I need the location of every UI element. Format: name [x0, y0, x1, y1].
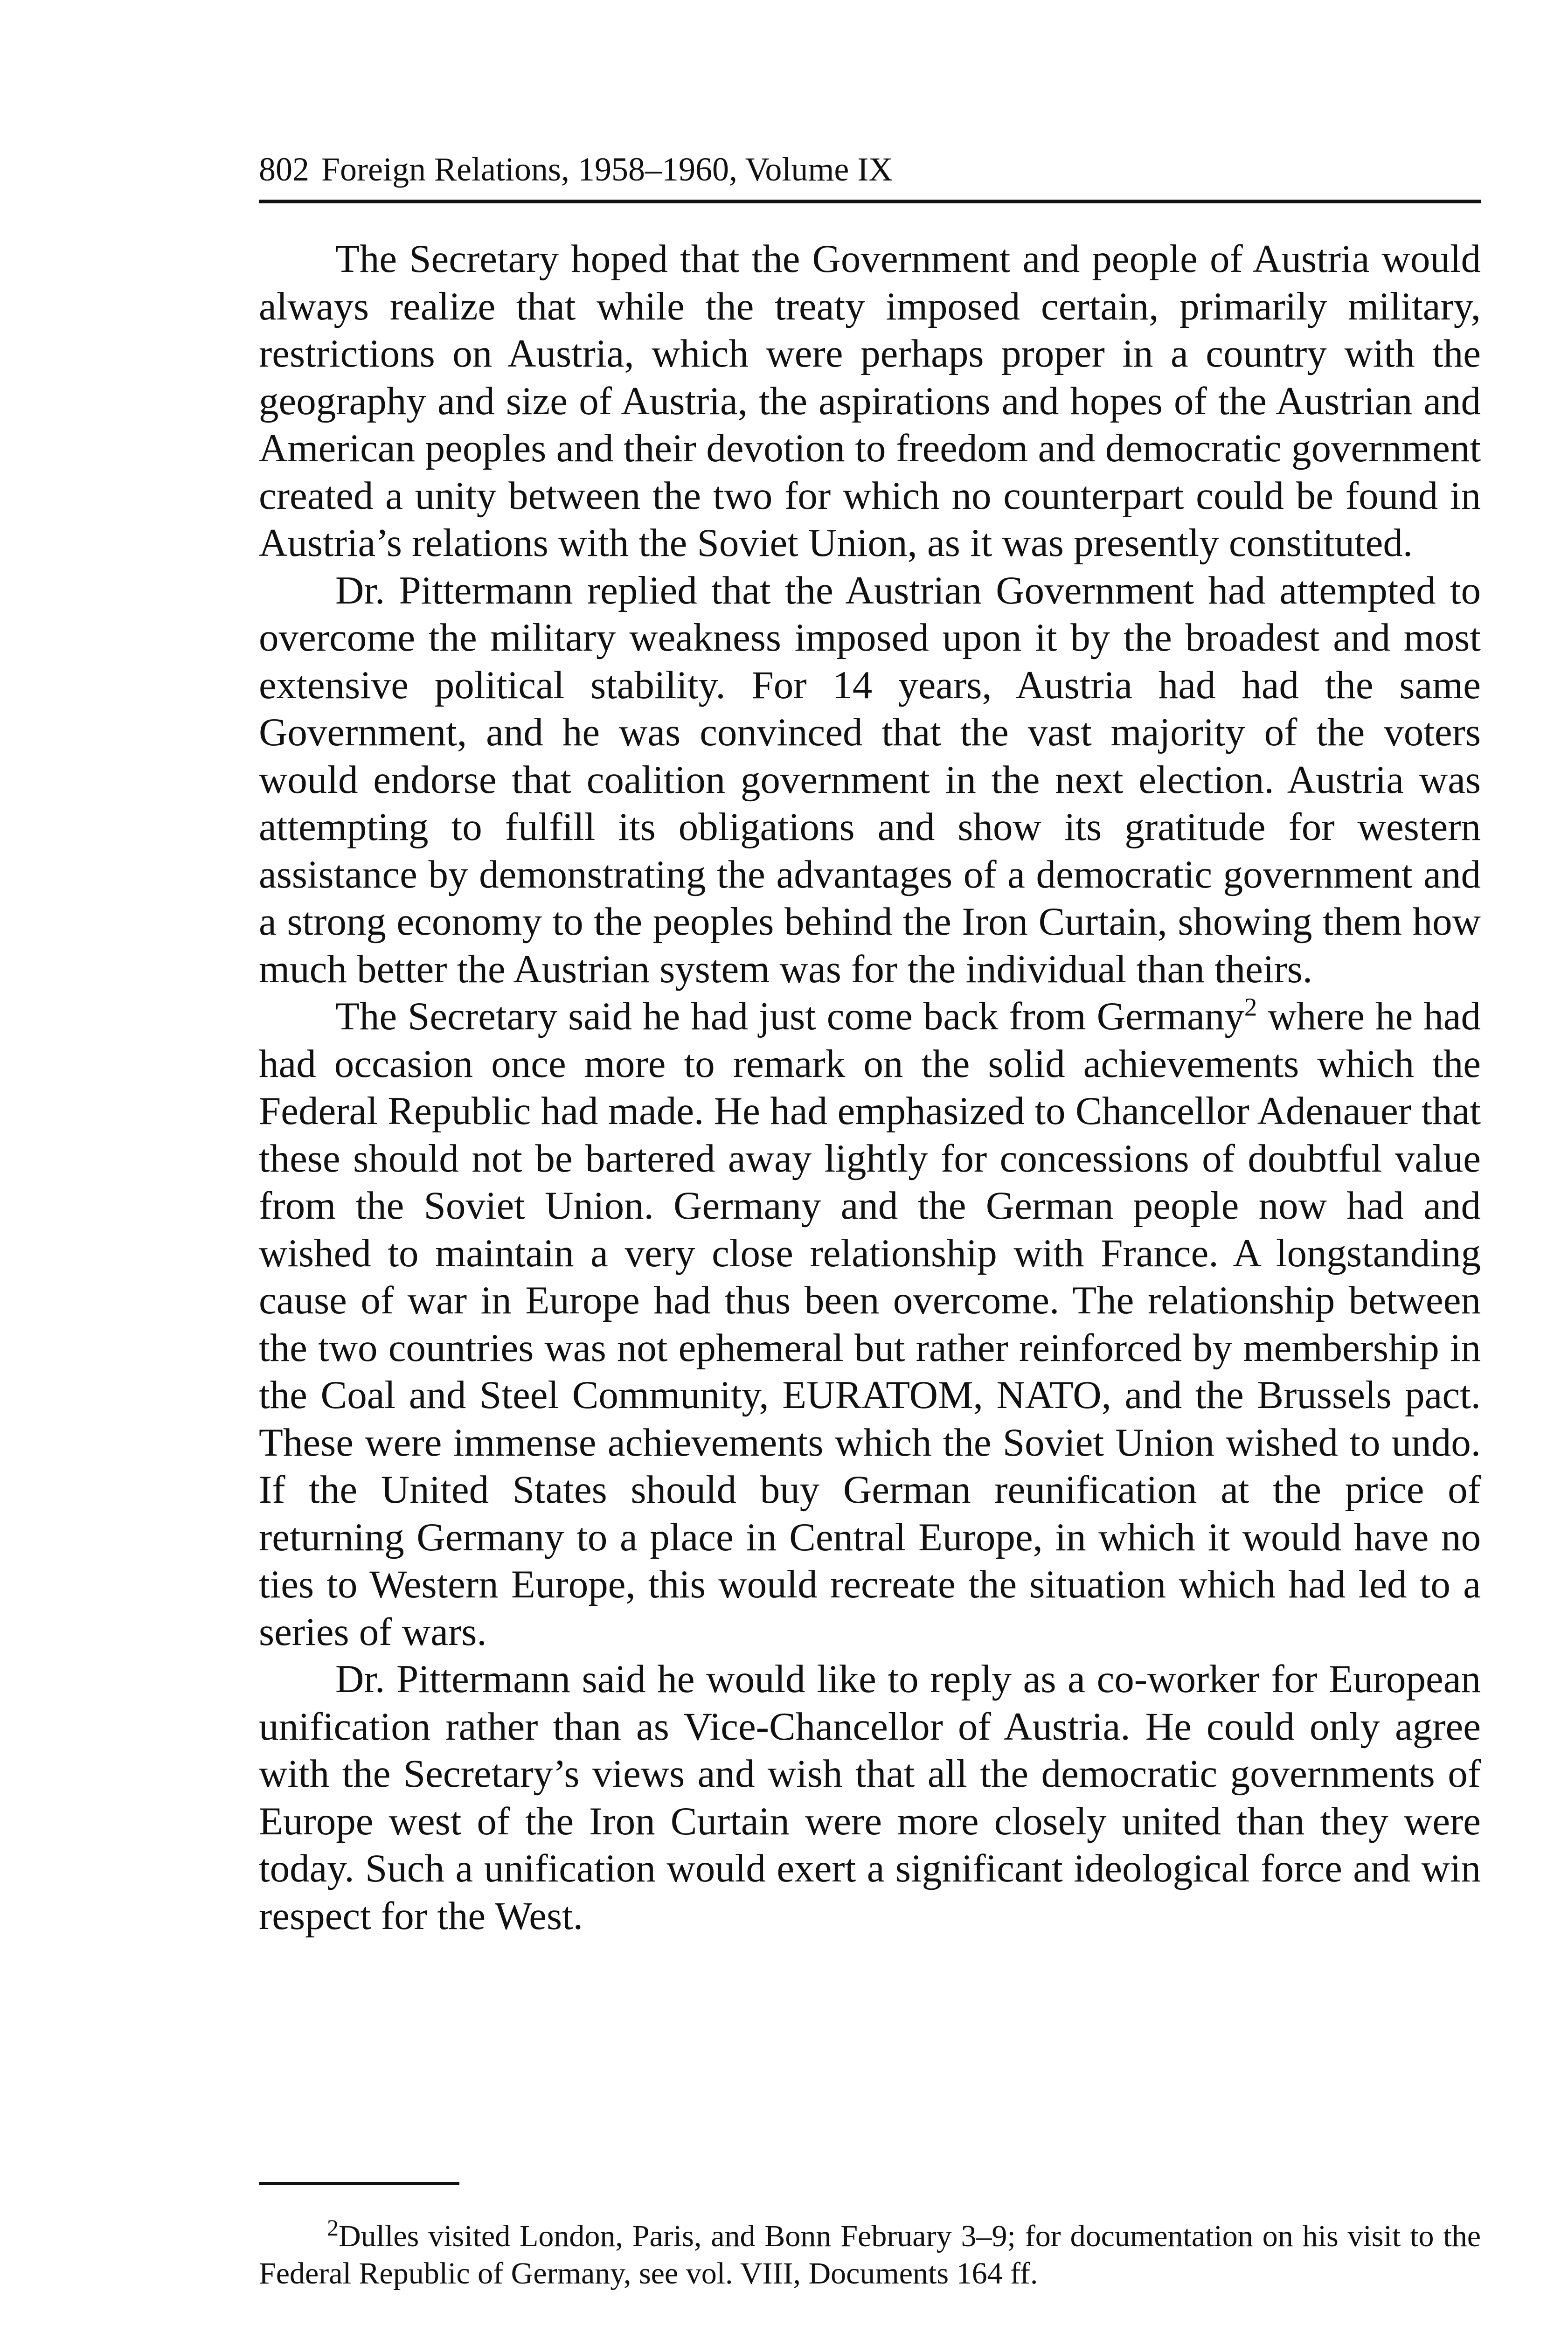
- running-title: Foreign Relations, 1958–1960, Volume IX: [321, 151, 893, 188]
- footnote-rule: [259, 2182, 459, 2185]
- running-header: [259, 148, 1481, 190]
- footnote: [259, 2214, 1481, 2292]
- footnote-reference-marker: 2: [1244, 992, 1257, 1021]
- page-number: 802: [259, 151, 309, 188]
- header-rule: [259, 200, 1481, 203]
- paragraph-3-rest: where he had had occasion once more to remark on the solid achievements which the Federal Republic had made. He had emphasized to Chancellor Adenauer that these should not be bartered away lightly for concessions of doubtful value from the Soviet Union. Germany and the German people now had and wished to maintain a very close relationship with France. A longstanding cause of war in Europe had thus been overcome. The relationship between the two countries was not ephemeral but rather reinforced by membership in the Coal and Steel Community, EURATOM, NATO, and the Brussels pact. These were immense achievements which the Soviet Union wished to undo. If the United States should buy German reunification at the price of returning Germany to a place in Central Europe, in which it would have no ties to Western Europe, this would recreate the situation which had led to a series of wars.: [259, 994, 1481, 1654]
- paragraph-2: Dr. Pittermann replied that the Austrian Government had attempted to overcome the military weakness imposed upon it by the broadest and most extensive political stability. For 14 years, Austria had had the same Government, and he was convinced that the vast majority of the voters would endorse that coalition government in the next election. Austria was attempting to fulfill its obligations and show its gratitude for western assistance by demonstrating the advantages of a democratic government and a strong economy to the peoples behind the Iron Curtain, showing them how much better the Austrian system was for the individual than theirs.: [259, 568, 1481, 991]
- paragraph-1: The Secretary hoped that the Government and people of Austria would always realize that while the treaty imposed certain, primarily military, restrictions on Austria, which were perhaps proper in a country with the geography and size of Austria, the aspirations and hopes of the Austrian and American peoples and their devotion to freedom and democratic government created a unity between the two for which no counterpart could be found in Austria’s relations with the Soviet Union, as it was presently constituted.: [259, 237, 1481, 565]
- paragraph-3: [259, 993, 1481, 1656]
- footnote-number: 2: [327, 2214, 339, 2241]
- paragraph-4: Dr. Pittermann said he would like to reply as a co-worker for European unification rather than as Vice-Chancellor of Austria. He could only agree with the Secretary’s views and wish that all the democratic governments of Europe west of the Iron Curtain were more closely united than they were today. Such a unification would exert a significant ideological force and win respect for the West.: [259, 1657, 1481, 1938]
- document-body: [259, 236, 1481, 1940]
- paragraph-3-start: The Secretary said he had just come back from Germany: [335, 994, 1244, 1038]
- footnote-text: Dulles visited London, Paris, and Bonn February 3–9; for documentation on his visit to the Federal Republic of Germany, see vol. VIII, Documents 164 ff.: [259, 2219, 1481, 2290]
